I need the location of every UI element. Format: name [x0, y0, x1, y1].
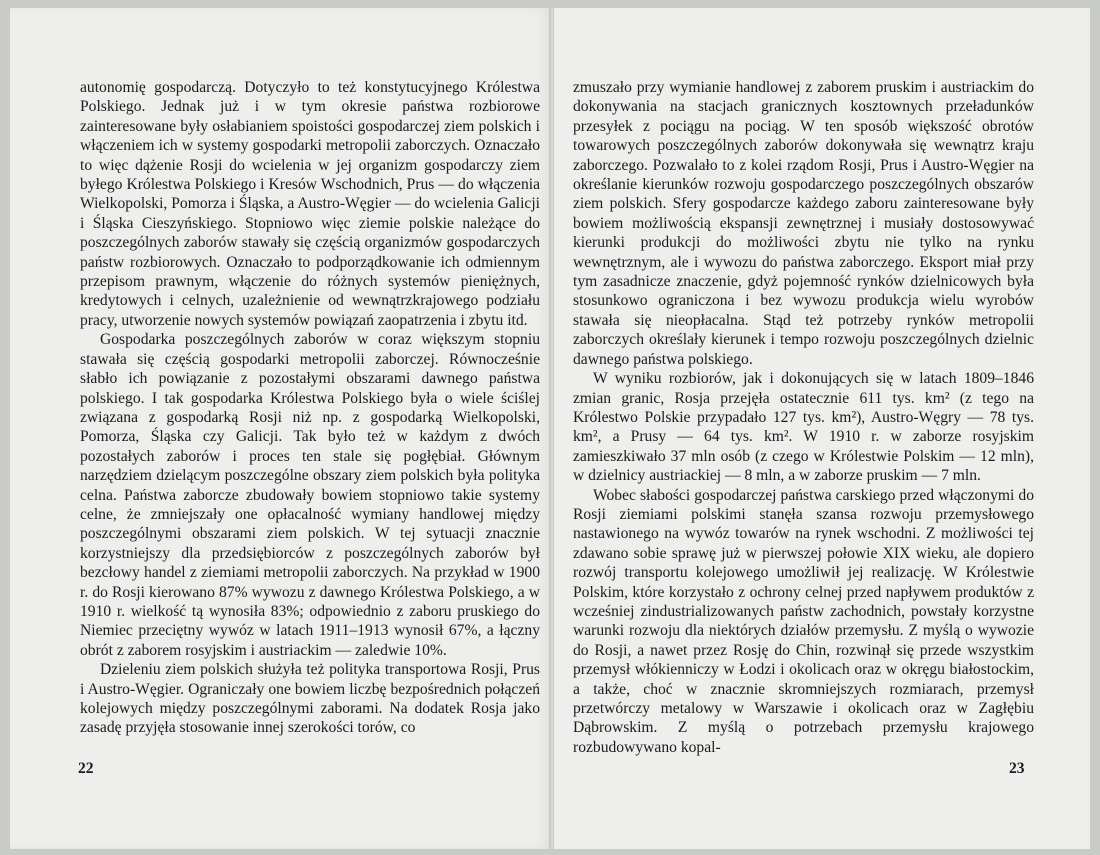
paragraph: Dzieleniu ziem polskich służyła też polityka transportowa Rosji, Prus i Austro-Węgier. Ograniczały one bowiem liczbę bezpośrednich połączeń kolejowych między poszczególnymi zaborami. Na dodatek Rosja jako zasadę przyjęła stosowanie innej szerokości torów, co	[80, 661, 540, 737]
left-page	[10, 8, 550, 849]
paragraph: W wyniku rozbiorów, jak i dokonujących się w latach 1809–1846 zmian granic, Rosja przejęła ostatecznie 611 tys. km² (z tego na Królestwo Polskie przypadało 127 tys. km²), Austro-Węgry — 78 tys. km², a Prusy — 64 tys. km². W 1910 r. w zaborze rosyjskim zamieszkiwało 37 mln osób (z czego w Królestwie Polskim — 12 mln), w dzielnicy austriackiej — 8 mln, a w zaborze pruskim — 7 mln.	[573, 370, 1034, 485]
page-number: 23	[1009, 760, 1025, 777]
paragraph: autonomię gospodarczą. Dotyczyło to też konstytucyjnego Królestwa Polskiego. Jednak już i w tym okresie państwa rozbiorowe zainteresowane były osłabianiem spoistości gospodarczej ziem polskich i włączeniem ich w systemy gospodarki metropolii zaborczych. Oznaczało to więc dążenie Rosji do wcielenia w jej organizm gospodarczy ziem byłego Królestwa Polskiego i Kresów Wschodnich, Prus — do włączenia Wielkopolski, Pomorza i Śląska, a Austro-Węgier — do wcielenia Galicji i Śląska Cieszyńskiego. Stopniowo więc ziemie polskie należące do poszczególnych zaborów stawały się częścią organizmów gospodarczych państw rozbiorowych. Oznaczało to podporządkowanie ich odmiennym przepisom prawnym, włączenie do różnych systemów pieniężnych, kredytowych i celnych, uzależnienie od wewnątrzkrajowego podziału pracy, utworzenie nowych systemów powiązań zaopatrzenia i zbytu itd.	[80, 79, 540, 329]
paragraph: Gospodarka poszczególnych zaborów w coraz większym stopniu stawała się częścią gospodarki metropolii zaborczej. Równocześnie słabło ich powiązanie z pozostałymi obszarami dawnego państwa polskiego. I tak gospodarka Królestwa Polskiego była o wiele ściślej związana z gospodarką Rosji niż np. z gospodarką Wielkopolski, Pomorza, Śląska czy Galicji. Tak było też w każdym z dwóch pozostałych zaborów i proces ten stale się pogłębiał. Głównym narzędziem dzielącym poszczególne obszary ziem polskich była polityka celna. Państwa zaborcze zbudowały bowiem stopniowo takie systemy celne, że zmniejszały one opłacalność wymiany handlowej między poszczególnymi obszarami ziem polskich. W tej sytuacji znacznie korzystniejszy dla przedsiębiorców z poszczególnych zaborów był bezcłowy handel z ziemiami metropolii zaborczych. Na przykład w 1900 r. do Rosji kierowano 87% wywozu z dawnego Królestwa Polskiego, a w 1910 r. wielkość tą wynosiła 83%; odpowiednio z zaboru pruskiego do Niemiec przeciętny wywóz w latach 1911–1913 wynosił 67%, a łączny obrót z zaborem rosyjskim i austriackim — zaledwie 10%.	[80, 331, 540, 659]
paragraph: zmuszało przy wymianie handlowej z zaborem pruskim i austriackim do dokonywania na stacjach granicznych kosztownych przeładunków przesyłek z pociągu na pociąg. W ten sposób większość obrotów towarowych poszczególnych zaborów dokonywała się wewnątrz kraju zaborczego. Pozwalało to z kolei rządom Rosji, Prus i Austro-Węgier na określanie kierunków rozwoju gospodarczego poszczególnych obszarów ziem polskich. Sfery gospodarcze każdego zaboru zainteresowane były bowiem możliwością ekspansji zewnętrznej i musiały dostosowywać kierunki produkcji do możliwości zbytu nie tylko na rynku wewnętrznym, ale i wywozu do państwa zaborczego. Eksport miał przy tym zasadnicze znaczenie, gdyż pojemność rynków dzielnicowych była stosunkowo ograniczona i bez wywozu produkcja wielu wyrobów stawała się nieopłacalna. Stąd też potrzeby rynków metropolii zaborczych określały kierunek i tempo rozwoju poszczególnych dzielnic dawnego państwa polskiego.	[573, 79, 1034, 368]
left-page-text	[80, 78, 540, 738]
paragraph: Wobec słabości gospodarczej państwa carskiego przed włączonymi do Rosji ziemiami polskimi stanęła szansa rozwoju przemysłowego nastawionego na wywóz towarów na rynek wschodni. Z możliwości tej zdawano sobie sprawę już w pierwszej połowie XIX wieku, ale dopiero rozwój transportu kolejowego umożliwił jej realizację. W Królestwie Polskim, które korzystało z ochrony celnej przed napływem produktów z wcześniej zindustrializowanych państw zachodnich, powstały korzystne warunki rozwoju dla niektórych działów przemysłu. Z myślą o wywozie do Rosji, a nawet przez Rosję do Chin, rozwinął się przede wszystkim przemysł włókienniczy w Łodzi i okolicach oraz w okręgu białostockim, a także, choć w znacznie skromniejszych rozmiarach, przemysł przetwórczy metalowy w Warszawie i okolicach oraz w Zagłębiu Dąbrowskim. Z myślą o potrzebach przemysłu krajowego rozbudowywano kopal-	[573, 486, 1034, 756]
right-page-text	[573, 78, 1034, 757]
right-page	[553, 8, 1090, 849]
page-number: 22	[78, 760, 94, 777]
